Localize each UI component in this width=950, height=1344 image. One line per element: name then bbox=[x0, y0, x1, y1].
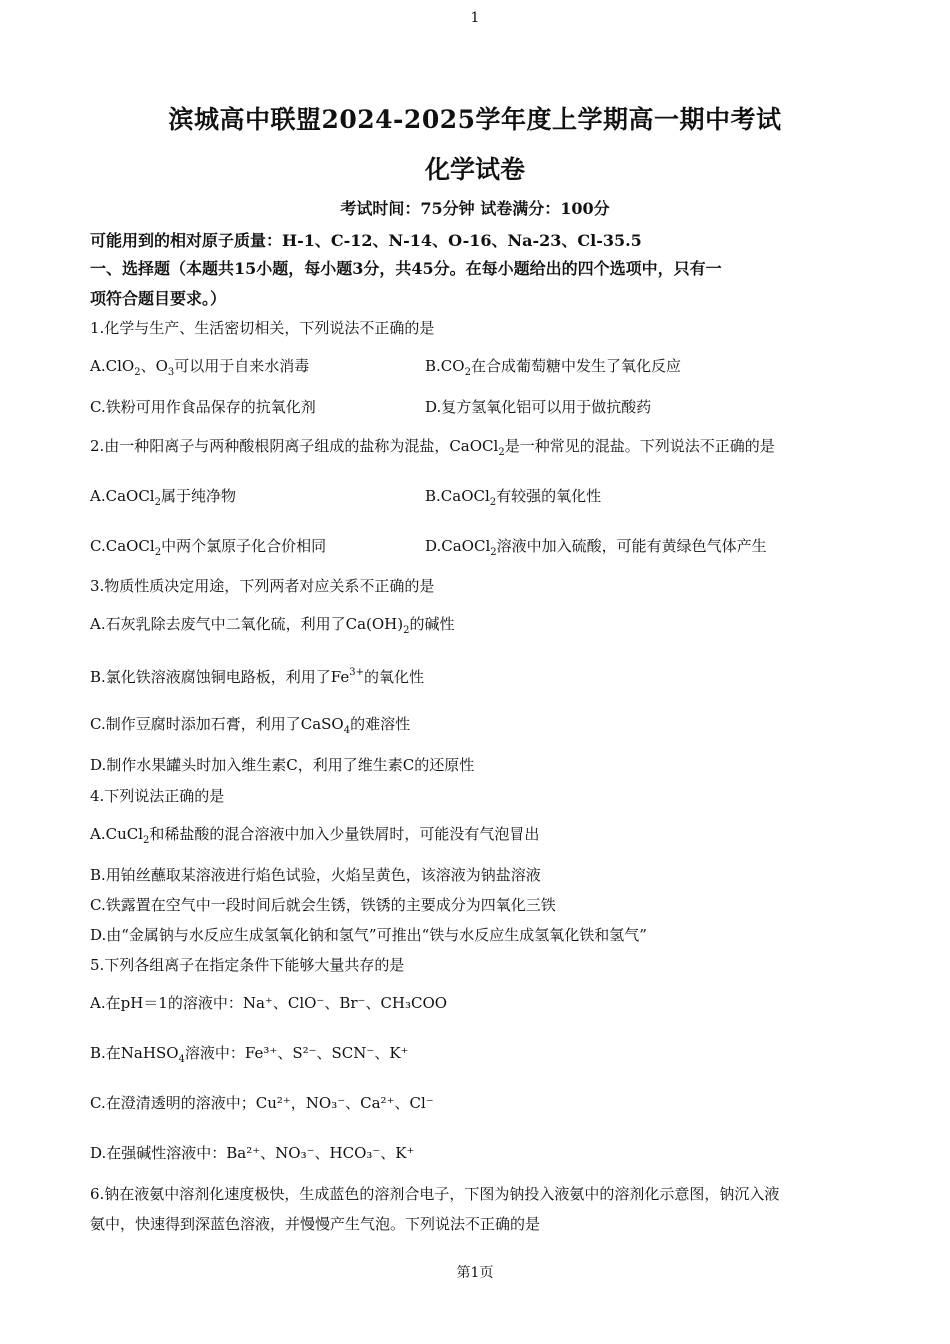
q3-option-c: C.制作豆腐时添加石膏，利用了CaSO$_4$的难溶性 bbox=[90, 715, 411, 736]
q3-stem: 3.物质性质决定用途，下列两者对应关系不正确的是 bbox=[90, 577, 435, 595]
page-number-top: 1 bbox=[470, 10, 480, 26]
exam-subtitle: 化学试卷 bbox=[424, 155, 525, 184]
section1-line2: 项符合题目要求。） bbox=[90, 289, 227, 308]
q1-option-b: $B.CO_2$在合成葡萄糖中发生了氧化反应 bbox=[425, 357, 681, 378]
q6-line2: 氨中，快速得到深蓝色溶液，并慢慢产生气泡。下列说法不正确的是 bbox=[90, 1215, 541, 1233]
exam-title: 滨城高中联盟2024-2025学年度上学期高一期中考试 bbox=[168, 105, 782, 134]
q3-option-b: B.氯化铁溶液腐蚀铜电路板，利用了$Fe^{3+}$的氧化性 bbox=[90, 667, 425, 686]
q1-option-d: D.复方氢氧化铝可以用于做抗酸药 bbox=[425, 398, 652, 416]
q2-stem: 2.由一种阳离子与两种酸根阴离子组成的盐称为混盐，CaOCl$_2$是一种常见的混盐。下列说法不正确的是 bbox=[90, 437, 775, 458]
q1-option-a: A.ClO$_2$、$O_3$可以用于自来水消毒 bbox=[90, 357, 310, 378]
q5-option-a: A.在pH＝1的溶液中：Na⁺、ClO⁻、Br⁻、CH₃COO bbox=[90, 994, 448, 1012]
q5-option-d: D.在强碱性溶液中：Ba²⁺、NO₃⁻、HCO₃⁻、K⁺ bbox=[90, 1144, 415, 1162]
q5-option-b: B.在NaHSO$_4$溶液中：Fe³⁺、S²⁻、SCN⁻、K⁺ bbox=[90, 1044, 409, 1065]
atomic-masses: 可能用到的相对原子质量：H-1、C-12、N-14、O-16、Na-23、Cl-35.5 bbox=[90, 231, 642, 250]
q5-option-c: C.在澄清透明的溶液中；Cu²⁺，NO₃⁻、Ca²⁺、Cl⁻ bbox=[90, 1094, 434, 1112]
q3-option-a: A.石灰乳除去废气中二氧化硫，利用了$Ca(OH)_2$的碱性 bbox=[90, 615, 455, 636]
q5-stem: 5.下列各组离子在指定条件下能够大量共存的是 bbox=[90, 956, 405, 974]
section1-line1: 一、选择题（本题共15小题，每小题3分，共45分。在每小题给出的四个选项中，只有一 bbox=[90, 259, 722, 278]
q2-option-a: A.CaOCl$_2$属于纯净物 bbox=[90, 487, 236, 508]
q4-option-a: A.CuCl$_2$和稀盐酸的混合溶液中加入少量铁屑时，可能没有气泡冒出 bbox=[90, 825, 540, 846]
exam-info: 考试时间：75分钟 试卷满分：100分 bbox=[340, 199, 610, 218]
q4-option-d: D.由“金属钠与水反应生成氢氧化钠和氢气”可推出“铁与水反应生成氢氧化铁和氢气” bbox=[90, 926, 647, 944]
q6-line1: 6.钠在液氨中溶剂化速度极快，生成蓝色的溶剂合电子，下图为钠投入液氨中的溶剂化示意图，钠沉入液 bbox=[90, 1185, 780, 1203]
q2-option-c: C.CaOCl$_2$中两个氯原子化合价相同 bbox=[90, 537, 327, 558]
q3-option-d: D.制作水果罐头时加入维生素C，利用了维生素C的还原性 bbox=[90, 756, 475, 774]
q1-stem: 1.化学与生产、生活密切相关，下列说法不正确的是 bbox=[90, 319, 435, 337]
page-footer: 第1页 bbox=[456, 1265, 494, 1281]
q4-option-c: C.铁露置在空气中一段时间后就会生锈，铁锈的主要成分为四氧化三铁 bbox=[90, 896, 556, 914]
q2-option-d: D.CaOCl$_2$溶液中加入硫酸，可能有黄绿色气体产生 bbox=[425, 537, 767, 558]
q2-option-b: B.CaOCl$_2$有较强的氧化性 bbox=[425, 487, 602, 508]
q1-option-c: C.铁粉可用作食品保存的抗氧化剂 bbox=[90, 398, 316, 416]
q4-option-b: B.用铂丝蘸取某溶液进行焰色试验，火焰呈黄色，该溶液为钠盐溶液 bbox=[90, 866, 541, 884]
q4-stem: 4.下列说法正确的是 bbox=[90, 787, 225, 805]
